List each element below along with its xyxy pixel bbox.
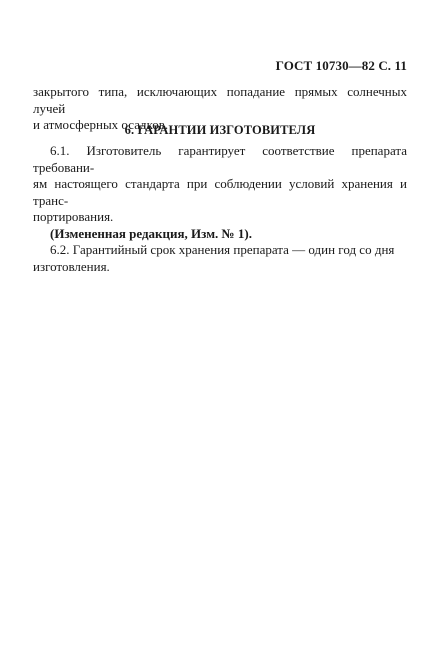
page-header-doc-id: ГОСТ 10730—82 С. 11: [275, 58, 407, 73]
clause-6-1-line-1: 6.1. Изготовитель гарантирует соответствие препарата требовани-: [33, 143, 407, 175]
clause-6-2-line-2: изготовления.: [33, 258, 110, 274]
amendment-note: (Измененная редакция, Изм. № 1).: [50, 225, 252, 241]
intro-line-1: закрытого типа, исключающих попадание прямых солнечных лучей: [33, 84, 407, 116]
intro-line-2: и атмосферных осадков.: [33, 117, 169, 132]
clause-6-2-line-1: 6.2. Гарантийный срок хранения препарата — один год со дня: [50, 242, 395, 257]
section-6-heading: 6. ГАРАНТИИ ИЗГОТОВИТЕЛЯ: [124, 123, 316, 137]
clause-6-1-line-2: ям настоящего стандарта при соблюдении условий хранения и транс-: [33, 176, 407, 208]
clause-6-1-line-3: портирования.: [33, 209, 114, 224]
section-6-body: [33, 143, 407, 275]
